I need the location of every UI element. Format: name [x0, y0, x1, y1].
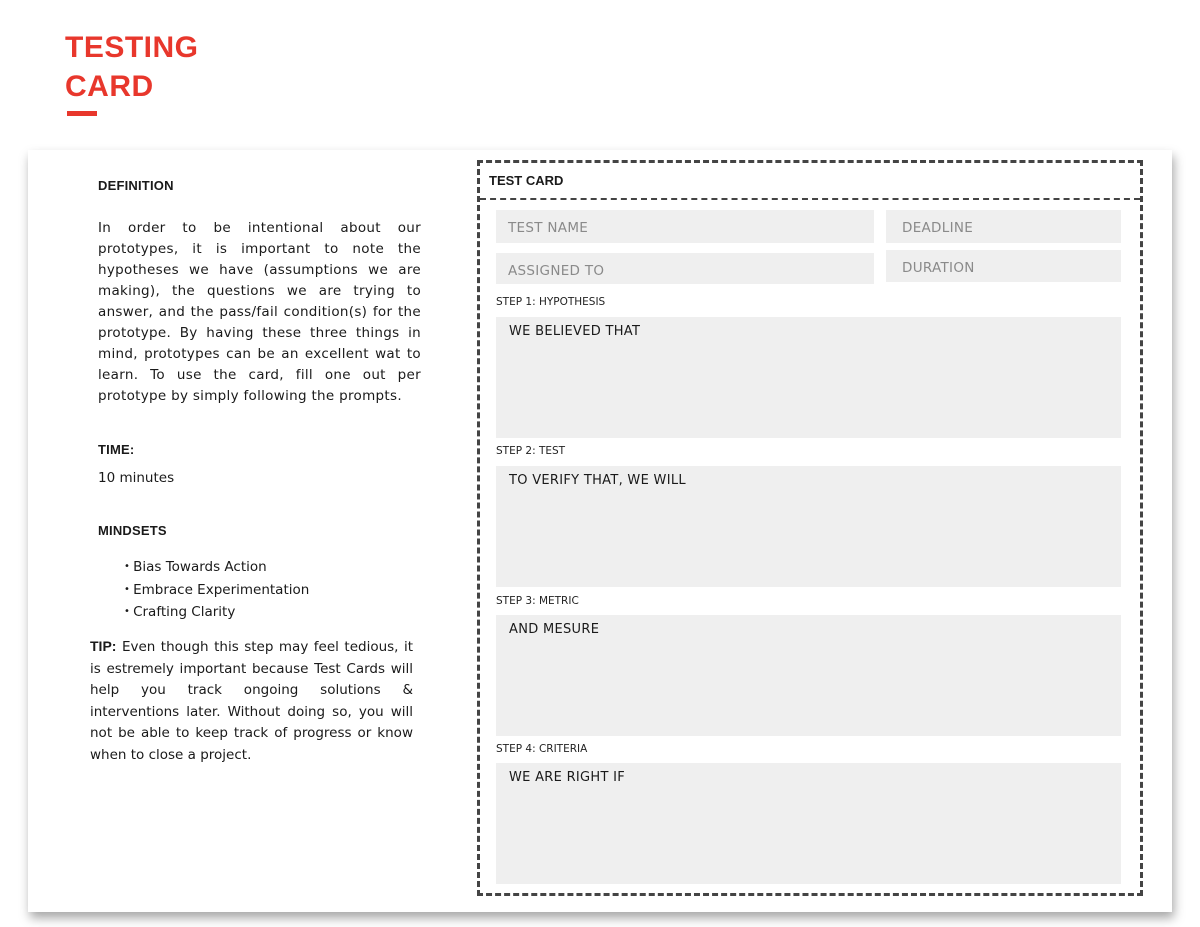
- test-card-title: TEST CARD: [489, 173, 564, 188]
- step4-criteria-box[interactable]: WE ARE RIGHT IF: [496, 763, 1121, 884]
- step3-metric-box[interactable]: AND MESURE: [496, 615, 1121, 736]
- card-sheet: [28, 150, 1172, 912]
- mindsets-list: [124, 556, 309, 624]
- step1-hypothesis-box[interactable]: WE BELIEVED THAT: [496, 317, 1121, 438]
- tip-block: [90, 636, 413, 766]
- page-title-line2: CARD: [65, 70, 154, 103]
- definition-heading: DEFINITION: [98, 178, 174, 193]
- definition-text: In order to be intentional about our prototypes, it is important to note the hypotheses we have (assumptions we are making), the questions we are trying to answer, and the pass/fail condition(s) for the prototype. By having these three things in mind, prototypes can be an excellent wat to learn. To use the card, fill one out per prototype by simply following the prompts.: [98, 220, 421, 404]
- time-value: 10 minutes: [98, 470, 175, 486]
- test-card-header: [480, 163, 1140, 200]
- deadline-field[interactable]: DEADLINE: [886, 210, 1121, 243]
- step2-label: STEP 2: TEST: [496, 445, 566, 457]
- mindset-item: • Bias Towards Action: [124, 556, 309, 579]
- tip-label: TIP:: [90, 638, 117, 654]
- mindsets-heading: MINDSETS: [98, 523, 167, 538]
- step3-label: STEP 3: METRIC: [496, 595, 579, 607]
- title-underline: [67, 111, 97, 116]
- mindset-item: • Embrace Experimentation: [124, 579, 309, 602]
- time-heading: TIME:: [98, 442, 135, 457]
- step4-label: STEP 4: CRITERIA: [496, 743, 588, 755]
- tip-text: Even though this step may feel tedious, it is estremely important because Test Cards will help you track ongoing solutions & interventions later. Without doing so, you will not be able to keep track of progress or know when to close a project.: [90, 639, 413, 763]
- mindset-item: • Crafting Clarity: [124, 601, 309, 624]
- page-title-line1: TESTING: [65, 31, 199, 64]
- step1-label: STEP 1: HYPOTHESIS: [496, 296, 606, 308]
- duration-field[interactable]: DURATION: [886, 250, 1121, 282]
- test-name-field[interactable]: TEST NAME: [496, 210, 874, 243]
- test-card: [477, 160, 1143, 896]
- step2-test-box[interactable]: TO VERIFY THAT, WE WILL: [496, 466, 1121, 587]
- page-title: [65, 28, 199, 106]
- assigned-to-field[interactable]: ASSIGNED TO: [496, 253, 874, 284]
